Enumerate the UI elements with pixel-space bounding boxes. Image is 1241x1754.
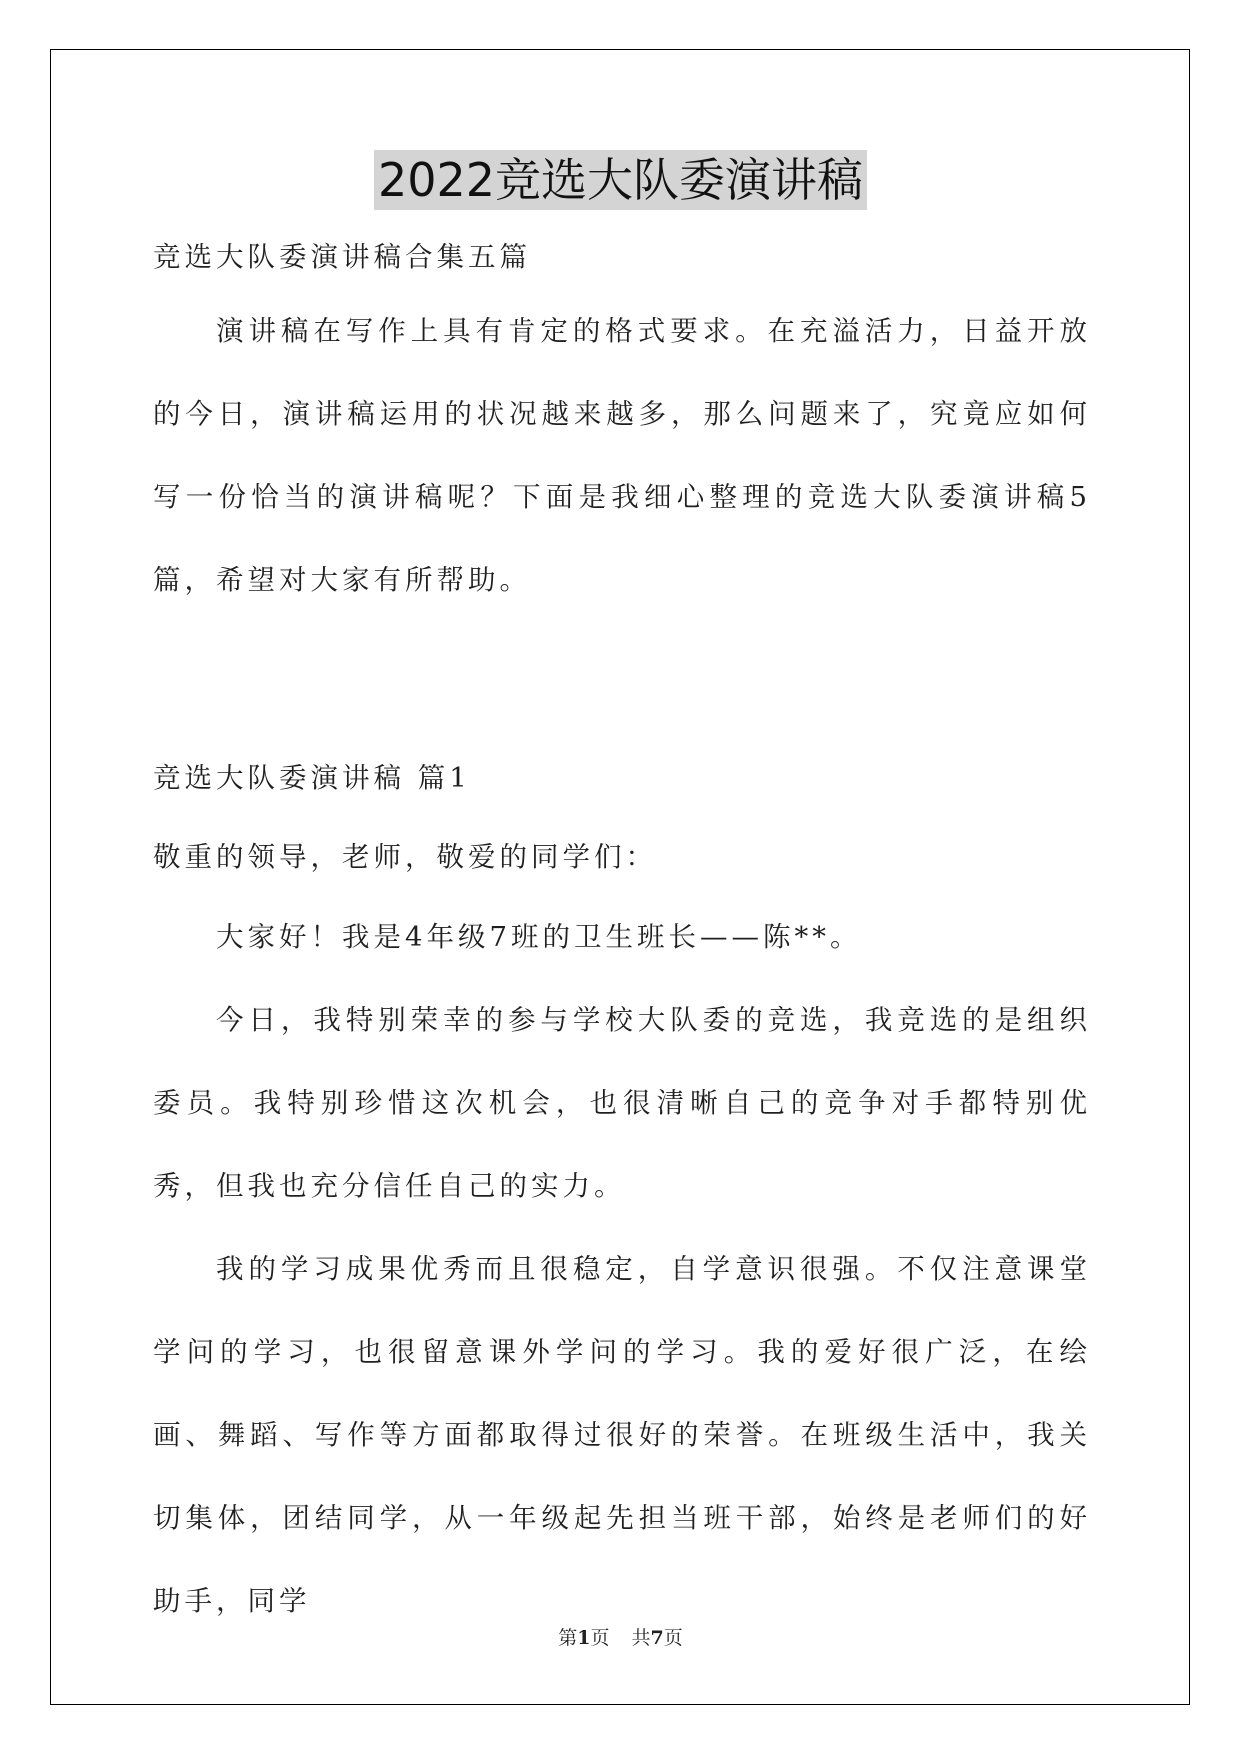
section-heading: 竞选大队委演讲稿 篇1 [153,762,471,794]
document-subtitle: 竞选大队委演讲稿合集五篇 [153,241,531,273]
body-paragraph-2: 今日，我特别荣幸的参与学校大队委的竞选，我竞选的是组织委员。我特别珍惜这次机会，也很清晰自己的竞争对手都特别优秀，但我也充分信任自己的实力。 [153,1004,1091,1202]
body-paragraph-3: 我的学习成果优秀而且很稳定，自学意识很强。不仅注意课堂学问的学习，也很留意课外学问的学习。我的爱好很广泛，在绘画、舞蹈、写作等方面都取得过很好的荣誉。在班级生活中，我关切集体，团结同学，从一年级起先担当班干部，始终是老师们的好助手，同学 [153,1253,1091,1617]
intro-paragraph: 演讲稿在写作上具有肯定的格式要求。在充溢活力，日益开放的今日，演讲稿运用的状况越来越多，那么问题来了，究竟应如何写一份恰当的演讲稿呢？下面是我细心整理的竞选大队委演讲稿5篇，希望对大家有所帮助。 [153,315,1091,596]
document-title: 2022竞选大队委演讲稿 [374,150,867,210]
page-number: 1 [577,1627,591,1649]
page-prefix: 第 [558,1627,578,1649]
body-paragraph-1: 大家好！我是4年级7班的卫生班长——陈**。 [216,921,862,953]
total-suffix: 页 [663,1627,683,1649]
title-container [0,150,1241,210]
page-suffix: 页 [590,1627,610,1649]
page-footer [0,1623,1241,1650]
salutation: 敬重的领导，老师，敬爱的同学们： [153,841,657,873]
total-pages: 7 [650,1627,664,1649]
total-prefix: 共 [631,1627,651,1649]
